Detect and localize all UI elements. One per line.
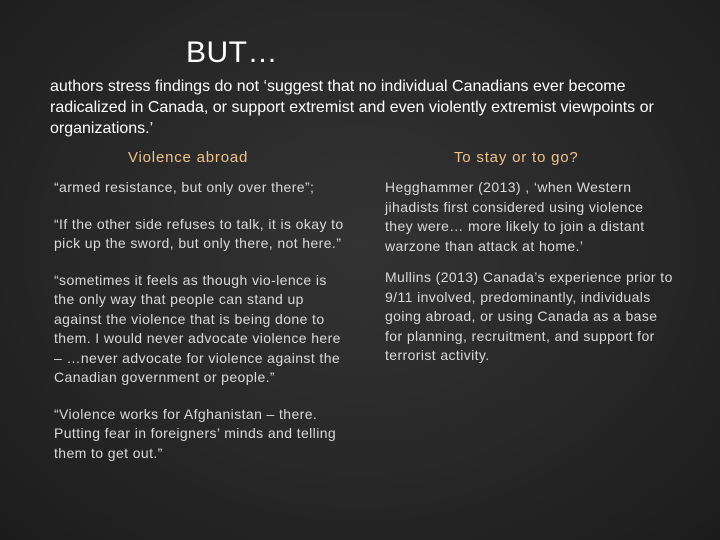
right-column-heading: To stay or to go? bbox=[454, 149, 579, 166]
quote-3: “sometimes it feels as though vio-lence is the only way that people can stand up against the violence that is being done to them. I would never advocate violence here – …never advocate for violence against the Canadian government or people.” bbox=[54, 271, 341, 385]
paragraph-hegghammer: Hegghammer (2013) , ‘when Western jihadists first considered using violence they were… more likely to join a distant warzone than attack at home.’ bbox=[385, 179, 645, 254]
paragraph-mullins: Mullins (2013) Canada’s experience prior to 9/11 involved, predominantly, individuals going abroad, or using Canada as a base for planning, recruitment, and support for terrorist activity. bbox=[385, 269, 673, 363]
quote-1: “armed resistance, but only over there”; bbox=[54, 179, 315, 195]
left-column-heading: Violence abroad bbox=[128, 149, 249, 166]
intro-text: authors stress findings do not ‘suggest that no individual Canadians ever become radicalized in Canada, or support extremist and even violently extremist viewpoints or organizations.’ bbox=[50, 78, 654, 137]
right-column bbox=[385, 178, 675, 378]
slide-title: BUT… bbox=[186, 36, 278, 69]
left-column bbox=[54, 178, 344, 480]
quote-2: “If the other side refuses to talk, it is okay to pick up the sword, but only there, not here.” bbox=[54, 215, 344, 251]
quote-4: “Violence works for Afghanistan – there. Putting fear in foreigners’ minds and telling them to get out.” bbox=[54, 405, 337, 461]
